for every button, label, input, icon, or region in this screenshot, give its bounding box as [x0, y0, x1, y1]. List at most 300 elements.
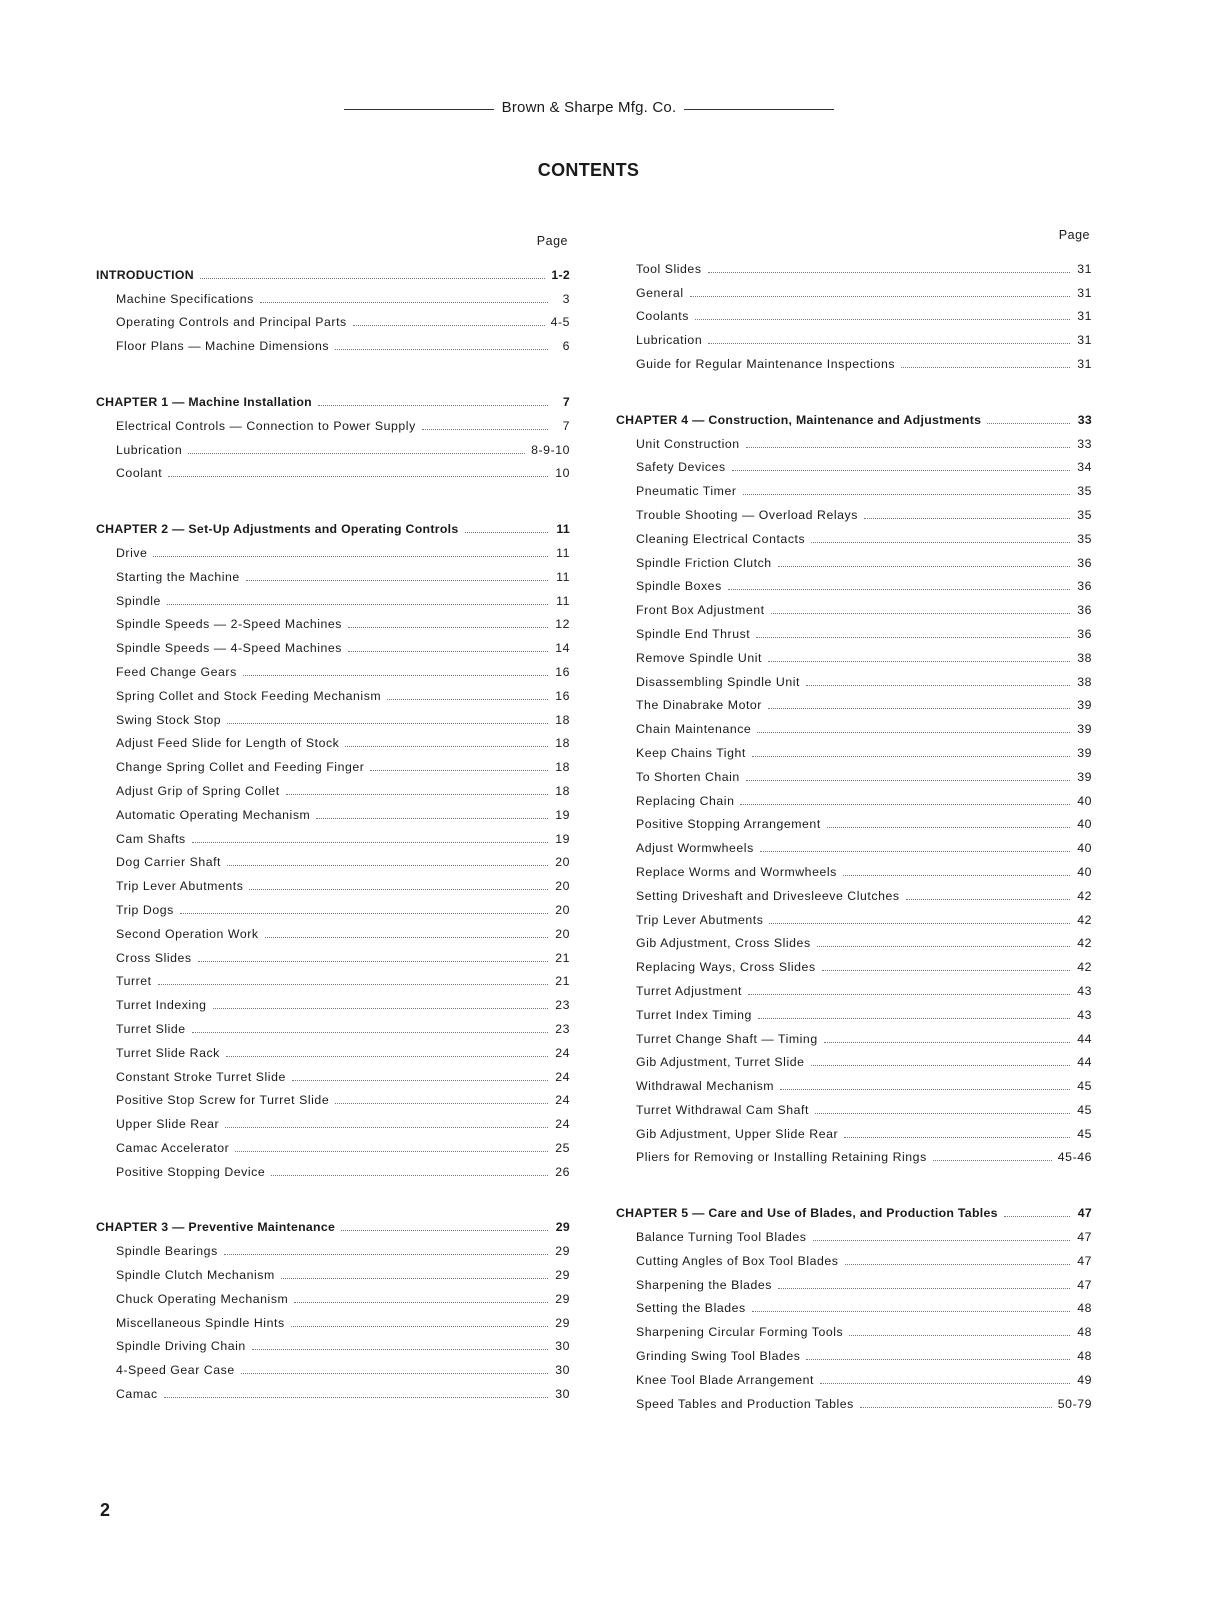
dot-leader [760, 851, 1070, 852]
toc-entry [96, 727, 570, 751]
entry-page-number: 12 [555, 617, 570, 632]
toc-entry [616, 617, 1092, 641]
entry-page-number: 42 [1077, 888, 1092, 903]
dot-leader [815, 1113, 1070, 1114]
dot-leader [728, 589, 1070, 590]
entry-title: Swing Stock Stop [116, 712, 222, 727]
entry-page-number: 40 [1077, 841, 1092, 856]
entry-page-number: 47 [1077, 1277, 1092, 1292]
entry-title: Floor Plans — Machine Dimensions [116, 339, 330, 354]
entry-title: Machine Specifications [116, 291, 254, 306]
entry-page-number: 34 [1077, 460, 1092, 475]
entry-title: Lubrication [636, 333, 703, 348]
entry-title: Turret Index Timing [636, 1007, 752, 1022]
toc-entry [616, 427, 1092, 451]
toc-entry [96, 988, 570, 1012]
dot-leader [743, 494, 1070, 495]
entry-page-number: 45 [1077, 1126, 1092, 1141]
entry-title: Turret Slide Rack [116, 1045, 220, 1060]
toc-entry [96, 1036, 570, 1060]
entry-page-number: 29 [555, 1220, 570, 1235]
dot-leader [246, 580, 548, 581]
dot-leader [192, 1032, 548, 1033]
entry-page-number: 38 [1077, 650, 1092, 665]
dot-leader [198, 961, 548, 962]
toc-entry [96, 584, 570, 608]
toc-entry [616, 855, 1092, 879]
entry-page-number: 36 [1077, 603, 1092, 618]
dot-leader [746, 447, 1070, 448]
entry-title: Gib Adjustment, Turret Slide [636, 1055, 805, 1070]
dot-leader [465, 532, 548, 533]
dot-leader [281, 1278, 548, 1279]
dot-leader [708, 343, 1070, 344]
entry-title: Spindle [116, 593, 161, 608]
toc-entry [616, 1046, 1092, 1070]
toc-entry [616, 1022, 1092, 1046]
toc-chapter-heading [616, 1196, 1092, 1220]
entry-page-number: 43 [1077, 983, 1092, 998]
entry-title: Adjust Wormwheels [636, 841, 754, 856]
entry-page-number: 42 [1077, 936, 1092, 951]
dot-leader [806, 1359, 1070, 1360]
entry-page-number: 33 [1077, 436, 1092, 451]
entry-title: Setting Driveshaft and Drivesleeve Clutches [636, 888, 900, 903]
toc-entry [96, 941, 570, 965]
entry-page-number: 24 [555, 1045, 570, 1060]
entry-page-number: 45 [1077, 1079, 1092, 1094]
toc-entry [96, 1258, 570, 1282]
dot-leader [778, 566, 1070, 567]
page-column-label: Page [536, 234, 568, 248]
toc-entry [616, 1244, 1092, 1268]
dot-leader [849, 1335, 1070, 1336]
entry-title: Pneumatic Timer [636, 484, 737, 499]
entry-title: Turret Indexing [116, 998, 207, 1013]
toc-entry [616, 1069, 1092, 1093]
entry-page-number: 20 [555, 855, 570, 870]
dot-leader [249, 889, 548, 890]
entry-page-number: 31 [1077, 285, 1092, 300]
toc-column-right [616, 228, 1092, 1411]
entry-page-number: 7 [562, 394, 570, 409]
entry-page-number: 10 [555, 466, 570, 481]
toc-entry [96, 1282, 570, 1306]
entry-title: Pliers for Removing or Installing Retaining Rings [636, 1150, 927, 1165]
toc-entry [616, 1363, 1092, 1387]
toc-section [616, 403, 1092, 1165]
entry-page-number: 31 [1077, 356, 1092, 371]
toc-entry [96, 1084, 570, 1108]
entry-page-number: 31 [1077, 333, 1092, 348]
toc-entry [616, 1387, 1092, 1411]
entry-title: Trip Dogs [116, 902, 174, 917]
toc-sections [616, 252, 1092, 1411]
toc-entry [96, 1353, 570, 1377]
entry-page-number: 14 [555, 641, 570, 656]
toc-column-left [96, 234, 570, 1401]
entry-title: Feed Change Gears [116, 664, 237, 679]
entry-page-number: 47 [1077, 1253, 1092, 1268]
entry-page-number: 42 [1077, 960, 1092, 975]
entry-page-number: 29 [555, 1268, 570, 1283]
toc-entry [96, 774, 570, 798]
entry-title: Trip Lever Abutments [116, 879, 244, 894]
dot-leader [316, 818, 548, 819]
dot-leader [756, 637, 1070, 638]
dot-leader [813, 1240, 1071, 1241]
dot-leader [225, 1127, 548, 1128]
dot-leader [864, 518, 1070, 519]
entry-page-number: 48 [1077, 1349, 1092, 1364]
toc-entry [616, 276, 1092, 300]
entry-page-number: 39 [1077, 722, 1092, 737]
dot-leader [348, 627, 548, 628]
toc-chapter-heading [96, 258, 570, 282]
entry-title: Constant Stroke Turret Slide [116, 1069, 286, 1084]
toc-entry [616, 1220, 1092, 1244]
dot-leader [226, 1056, 548, 1057]
entry-title: Electrical Controls — Connection to Power Supply [116, 418, 416, 433]
entry-page-number: 26 [555, 1164, 570, 1179]
toc-entry [96, 1131, 570, 1155]
dot-leader [348, 651, 548, 652]
toc-entry [616, 1117, 1092, 1141]
toc-entry [616, 593, 1092, 617]
entry-title: Remove Spindle Unit [636, 650, 762, 665]
dot-leader [820, 1383, 1070, 1384]
entry-page-number: 11 [556, 569, 570, 584]
dot-leader [335, 1103, 548, 1104]
entry-page-number: 23 [555, 998, 570, 1013]
dot-leader [341, 1230, 548, 1231]
toc-entry [616, 498, 1092, 522]
toc-entry [96, 329, 570, 353]
entry-page-number: 29 [555, 1315, 570, 1330]
toc-entry [616, 522, 1092, 546]
toc-entry [616, 347, 1092, 371]
dot-leader [265, 937, 548, 938]
toc-entry [616, 323, 1092, 347]
entry-title: Adjust Grip of Spring Collet [116, 783, 280, 798]
dot-leader [200, 278, 545, 279]
entry-page-number: 47 [1077, 1230, 1092, 1245]
dot-leader [778, 1288, 1070, 1289]
entry-title: Setting the Blades [636, 1301, 746, 1316]
entry-page-number: 38 [1077, 674, 1092, 689]
dot-leader [387, 699, 548, 700]
entry-page-number: 25 [555, 1140, 570, 1155]
entry-title: Miscellaneous Spindle Hints [116, 1315, 285, 1330]
dot-leader [252, 1349, 548, 1350]
entry-page-number: 21 [555, 950, 570, 965]
toc-entry [616, 998, 1092, 1022]
entry-page-number: 11 [556, 545, 570, 560]
dot-leader [827, 827, 1070, 828]
entry-title: Spindle Speeds — 4-Speed Machines [116, 641, 342, 656]
toc-entry [96, 846, 570, 870]
dot-leader [758, 1018, 1070, 1019]
dot-leader [901, 367, 1070, 368]
toc-entry [616, 546, 1092, 570]
entry-title: Spindle Boxes [636, 579, 722, 594]
entry-title: Dog Carrier Shaft [116, 855, 222, 870]
entry-page-number: 31 [1077, 261, 1092, 276]
header-rule-right [684, 109, 834, 110]
entry-title: Replacing Ways, Cross Slides [636, 960, 816, 975]
entry-title: Lubrication [116, 442, 183, 457]
entry-title: General [636, 285, 684, 300]
entry-title: Second Operation Work [116, 926, 259, 941]
entry-title: Coolants [636, 309, 689, 324]
dot-leader [845, 1264, 1071, 1265]
dot-leader [844, 1137, 1070, 1138]
entry-page-number: 48 [1077, 1301, 1092, 1316]
entry-page-number: 29 [555, 1291, 570, 1306]
toc-entry [616, 927, 1092, 951]
entry-page-number: 18 [555, 712, 570, 727]
toc-entry [96, 536, 570, 560]
toc-entry [96, 1377, 570, 1401]
dot-leader [291, 1326, 548, 1327]
toc-entry [616, 974, 1092, 998]
dot-leader [188, 453, 525, 454]
toc-entry [96, 1060, 570, 1084]
dot-leader [748, 994, 1070, 995]
entry-title: Trip Lever Abutments [636, 912, 764, 927]
toc-chapter-heading [616, 403, 1092, 427]
dot-leader [370, 770, 548, 771]
dot-leader [824, 1042, 1070, 1043]
entry-page-number: 39 [1077, 698, 1092, 713]
toc-entry [616, 1268, 1092, 1292]
entry-title: Spindle Bearings [116, 1244, 218, 1259]
entry-page-number: 21 [555, 974, 570, 989]
entry-title: Guide for Regular Maintenance Inspections [636, 356, 896, 371]
entry-page-number: 18 [555, 783, 570, 798]
toc-entry [616, 760, 1092, 784]
dot-leader [768, 708, 1070, 709]
dot-leader [153, 556, 548, 557]
dot-leader [1004, 1216, 1070, 1217]
entry-page-number: 29 [555, 1244, 570, 1259]
entry-title: Cross Slides [116, 950, 192, 965]
entry-title: Front Box Adjustment [636, 603, 765, 618]
entry-title: Turret Withdrawal Cam Shaft [636, 1102, 809, 1117]
toc-entry [616, 879, 1092, 903]
entry-title: Automatic Operating Mechanism [116, 807, 311, 822]
dot-leader [757, 732, 1070, 733]
entry-title: Chain Maintenance [636, 722, 752, 737]
toc-entry [616, 570, 1092, 594]
entry-page-number: 40 [1077, 817, 1092, 832]
entry-title: Spring Collet and Stock Feeding Mechanism [116, 688, 382, 703]
chapter-title: CHAPTER 5 — Care and Use of Blades, and Production Tables [616, 1206, 998, 1221]
dot-leader [422, 429, 548, 430]
entry-title: Chuck Operating Mechanism [116, 1291, 289, 1306]
entry-title: Spindle Driving Chain [116, 1339, 246, 1354]
dot-leader [271, 1175, 548, 1176]
entry-page-number: 18 [555, 736, 570, 751]
toc-entry [616, 1093, 1092, 1117]
entry-page-number: 20 [555, 902, 570, 917]
dot-leader [243, 675, 548, 676]
entry-title: Camac Accelerator [116, 1140, 230, 1155]
entry-page-number: 47 [1077, 1206, 1092, 1221]
entry-title: Camac [116, 1387, 158, 1402]
dot-leader [192, 842, 548, 843]
page-number: 2 [100, 1500, 111, 1520]
dot-leader [227, 865, 548, 866]
dot-leader [294, 1302, 548, 1303]
dot-leader [752, 1311, 1070, 1312]
chapter-title: CHAPTER 2 — Set-Up Adjustments and Operating Controls [96, 522, 459, 537]
dot-leader [732, 470, 1070, 471]
entry-page-number: 18 [555, 760, 570, 775]
dot-leader [806, 685, 1070, 686]
toc-entry [616, 903, 1092, 927]
section-gap [96, 1179, 570, 1211]
entry-title: Drive [116, 545, 148, 560]
dot-leader [860, 1407, 1052, 1408]
toc-entry [96, 433, 570, 457]
dot-leader [235, 1151, 548, 1152]
entry-page-number: 24 [555, 1093, 570, 1108]
dot-leader [690, 296, 1070, 297]
entry-title: Sharpening Circular Forming Tools [636, 1325, 844, 1340]
toc-entry [616, 451, 1092, 475]
entry-page-number: 45-46 [1057, 1150, 1092, 1165]
toc-entry [96, 1107, 570, 1131]
dot-leader [227, 723, 548, 724]
toc-section [96, 258, 570, 353]
dot-leader [345, 746, 548, 747]
toc-entry [96, 1306, 570, 1330]
entry-title: Cleaning Electrical Contacts [636, 531, 806, 546]
chapter-title: CHAPTER 1 — Machine Installation [96, 394, 312, 409]
toc-entry [616, 1292, 1092, 1316]
dot-leader [164, 1397, 548, 1398]
toc-entry [616, 950, 1092, 974]
entry-page-number: 11 [556, 593, 570, 608]
entry-title: Turret [116, 974, 152, 989]
entry-page-number: 39 [1077, 745, 1092, 760]
toc-entry [96, 631, 570, 655]
entry-page-number: 49 [1077, 1372, 1092, 1387]
entry-page-number: 20 [555, 879, 570, 894]
chapter-title: CHAPTER 3 — Preventive Maintenance [96, 1220, 336, 1235]
entry-title: Gib Adjustment, Cross Slides [636, 936, 811, 951]
toc-entry [96, 869, 570, 893]
dot-leader [933, 1160, 1052, 1161]
toc-entry [616, 252, 1092, 276]
entry-page-number: 48 [1077, 1325, 1092, 1340]
entry-title: Sharpening the Blades [636, 1277, 772, 1292]
toc-entry [96, 282, 570, 306]
toc-section [96, 512, 570, 1178]
toc-entry [616, 784, 1092, 808]
chapter-title: INTRODUCTION [96, 267, 194, 282]
toc-entry [96, 409, 570, 433]
toc-entry [96, 1234, 570, 1258]
toc-entry [616, 1315, 1092, 1339]
toc-section [616, 252, 1092, 371]
entry-title: Upper Slide Rear [116, 1117, 220, 1132]
entry-title: Trouble Shooting — Overload Relays [636, 507, 858, 522]
entry-page-number: 43 [1077, 1007, 1092, 1022]
dot-leader [811, 1065, 1071, 1066]
chapter-title: CHAPTER 4 — Construction, Maintenance and Adjustments [616, 412, 982, 427]
entry-page-number: 36 [1077, 579, 1092, 594]
toc-entry [96, 306, 570, 330]
dot-leader [241, 1373, 548, 1374]
page-column-label: Page [1058, 228, 1090, 242]
entry-title: The Dinabrake Motor [636, 698, 762, 713]
toc-entry [96, 655, 570, 679]
entry-title: Knee Tool Blade Arrangement [636, 1372, 815, 1387]
dot-leader [822, 970, 1070, 971]
dot-leader [708, 272, 1070, 273]
toc-entry [96, 703, 570, 727]
entry-page-number: 45 [1077, 1102, 1092, 1117]
entry-page-number: 30 [555, 1387, 570, 1402]
entry-page-number: 44 [1077, 1031, 1092, 1046]
entry-page-number: 36 [1077, 626, 1092, 641]
dot-leader [260, 302, 548, 303]
entry-page-number: 24 [555, 1117, 570, 1132]
entry-title: Grinding Swing Tool Blades [636, 1349, 801, 1364]
entry-title: Replace Worms and Wormwheels [636, 864, 837, 879]
entry-title: Turret Change Shaft — Timing [636, 1031, 818, 1046]
dot-leader [752, 756, 1070, 757]
entry-page-number: 35 [1077, 507, 1092, 522]
entry-page-number: 35 [1077, 531, 1092, 546]
entry-page-number: 24 [555, 1069, 570, 1084]
header-rule-left [344, 109, 494, 110]
toc-section [616, 1196, 1092, 1410]
toc-entry [96, 1012, 570, 1036]
toc-entry [616, 1141, 1092, 1165]
toc-entry [616, 808, 1092, 832]
entry-page-number: 35 [1077, 484, 1092, 499]
entry-title: Cutting Angles of Box Tool Blades [636, 1253, 839, 1268]
entry-title: Keep Chains Tight [636, 745, 746, 760]
toc-chapter-heading [96, 512, 570, 536]
entry-title: Coolant [116, 466, 163, 481]
section-gap [96, 480, 570, 512]
entry-title: Turret Adjustment [636, 983, 742, 998]
dot-leader [906, 899, 1070, 900]
entry-page-number: 23 [555, 1021, 570, 1036]
entry-title: Positive Stopping Device [116, 1164, 266, 1179]
entry-title: Unit Construction [636, 436, 740, 451]
entry-title: Operating Controls and Principal Parts [116, 315, 347, 330]
dot-leader [224, 1254, 548, 1255]
entry-page-number: 20 [555, 926, 570, 941]
dot-leader [843, 875, 1070, 876]
entry-title: Gib Adjustment, Upper Slide Rear [636, 1126, 839, 1141]
entry-title: Safety Devices [636, 460, 726, 475]
page-title: CONTENTS [537, 160, 640, 180]
entry-page-number: 50-79 [1057, 1396, 1092, 1411]
toc-entry [616, 689, 1092, 713]
entry-title: Spindle End Thrust [636, 626, 751, 641]
running-header [344, 96, 834, 118]
entry-page-number: 3 [562, 291, 570, 306]
entry-page-number: 7 [562, 418, 570, 433]
dot-leader [335, 349, 548, 350]
toc-entry [96, 457, 570, 481]
